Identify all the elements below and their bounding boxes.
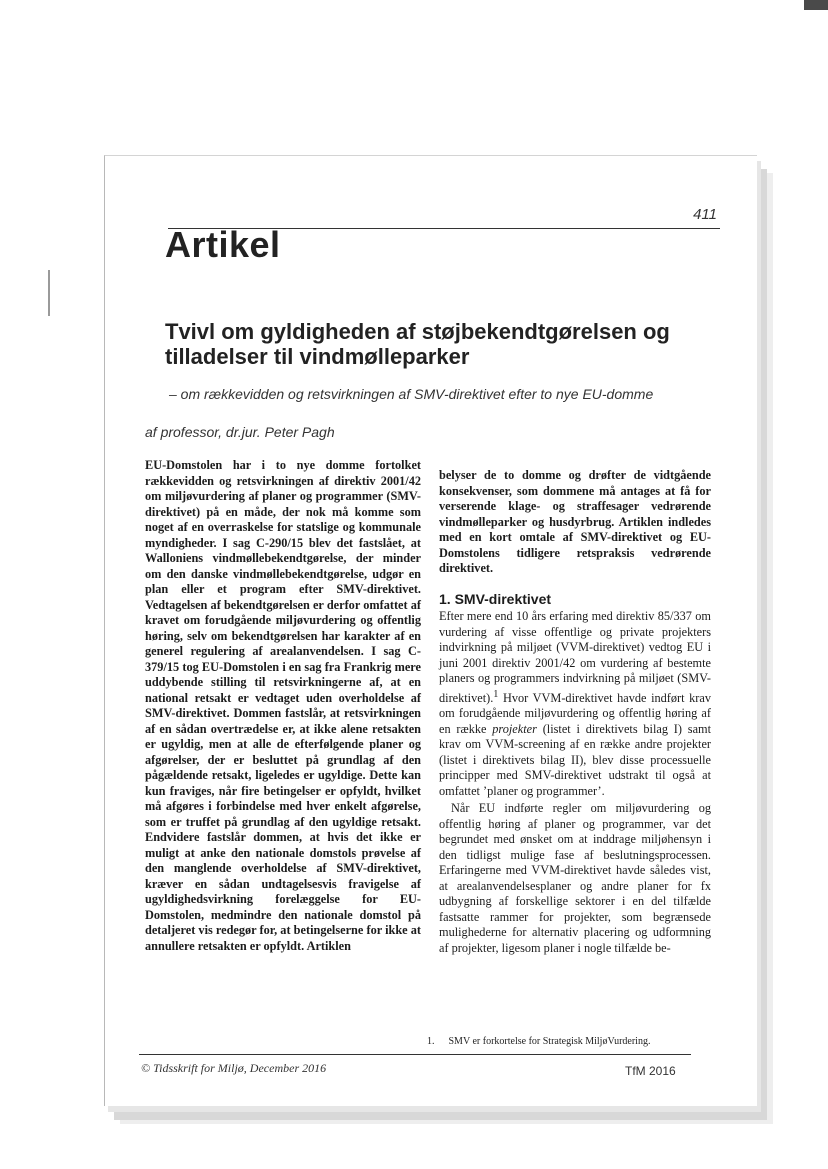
footer-journal: © Tidsskrift for Miljø, December 2016 — [141, 1061, 327, 1075]
scan-corner-mark — [804, 0, 828, 10]
body-paragraph: Når EU indførte regler om miljøvurdering og offentlig høring af planer og programmer, var det begrundet med ønsket om at inddrage miljøhensyn i den tidligst mulige fase af beslutningsprocessen. Erfaringerne med VVM-direktivet havde således vist, at arealanvendelsesplaner og andre planer for fx udbygning af forskellige sektorer i en del tilfælde fastsatte rammer for projekter, som begrænsede mulighederne for alternativ placering og udformning af projekter, ligesom planer i nogle tilfælde be- — [439, 801, 711, 955]
footer-issue: TfM 2016 — [625, 1064, 676, 1078]
article-author: af professor, dr.jur. Peter Pagh — [145, 424, 335, 440]
right-column — [439, 468, 711, 956]
footnote — [427, 1036, 650, 1047]
scan-margin-mark — [48, 270, 50, 316]
abstract-left: EU-Domstolen har i to nye domme fortolket rækkevidden og retsvirkningen af direktiv 2001/42 om miljøvurdering af planer og programmer (SMV-direktivet) på en måde, der nok må komme som noget af en overraskelse for statslige og kommunale myndigheder. I sag C-290/15 blev det fastslået, at Walloniens vindmøllebekendtgørelse, der minder om den danske vindmøllebekendtgørelse, udgør en plan eller et program efter SMV-direktivet. Vedtagelsen af bekendtgørelsen er derfor omfattet af kravet om forudgående miljøvurdering og offentlig høring, selv om bekendtgørelsen har karakter af en generel regulering af arealanvendelsen. I sag C-379/15 tog EU-Domstolen i en sag fra Frankrig mere uddybende stilling til retsvirkningerne af, at en national retsakt er vedtaget uden overholdelse af SMV-direktivet. Dommen fastslår, at retsvirkningen af en sådan overtrædelse er, at ikke alene retsakten er ugyldig, men at alle de efterfølgende planer og afgørelser, der er besluttet på grundlag af den pågældende retsakt, ligeledes er ugyldige. Dette kan kun fraviges, når fire betingelser er opfyldt, hvilket må afgøres i forbindelse med hver enkelt afgørelse, som er truffet på grundlag af den ugyldige retsakt. Endvidere fastslår dommen, at hvis det ikke er muligt at anke den nationale domstols prøvelse af den manglende overholdelse af SMV-direktivet, kræver en sådan undtagelsesvis fravigelse af ugyldighedsvirkning forelæggelse for EU-Domstolen, medmindre den nationale domstol på detaljeret vis redegør for, at betingelserne for ikke at annullere retsakten er opfyldt. Artiklen — [145, 458, 421, 953]
footnote-number: 1. — [427, 1036, 435, 1047]
page-number: 411 — [693, 206, 717, 223]
abstract-right: belyser de to domme og drøfter de vidtgående konsekvenser, som dommene må antages at få for verserende klage- og straffesager vedrørende vindmølleparker og husdyrbrug. Artiklen indledes med en kort omtale af SMV-direktivet og EU-Domstolens tidligere retspraksis vedrørende direktivet. — [439, 468, 711, 575]
body-text: Efter mere end 10 års erfaring med direktiv 85/337 om vurdering af visse offentlige og private projekters indvirkning på miljøet (VVM-direktivet) vedtog EU i juni 2001 direktiv 2001/42 om vurdering af bestemte planers og programmers indvirkning på miljøet (SMV-direktivet). — [439, 609, 711, 705]
body-text: (listet i direktivets bilag I) samt krav om VVM-screening af en række andre projekter (listet i direktivets bilag II), blev disse processuelle principper med SMV-direktivet udstrakt til også at omfattet ’planer og programmer’. — [439, 721, 712, 798]
article-title: Tvivl om gyldigheden af støjbekendtgørelsen og tilladelser til vindmølleparker — [165, 319, 670, 369]
document-page — [104, 155, 757, 1106]
footer-rule — [139, 1054, 691, 1055]
footnote-ref: 1 — [493, 688, 499, 700]
emphasis-text: projekter — [492, 721, 537, 736]
section-heading: 1. SMV-direktivet — [439, 590, 552, 607]
footnote-text: SMV er forkortelse for Strategisk MiljøVurdering. — [448, 1036, 651, 1047]
section-title: Artikel — [165, 224, 281, 265]
body-text: Hvor VVM-direktivet havde indført krav om forudgående miljøvurdering og offentlig høring af en række — [439, 690, 711, 736]
article-subtitle: – om rækkevidden og retsvirkningen af SMV-direktivet efter to nye EU-domme — [169, 386, 654, 402]
body-paragraph — [439, 609, 711, 799]
left-column — [145, 458, 421, 954]
